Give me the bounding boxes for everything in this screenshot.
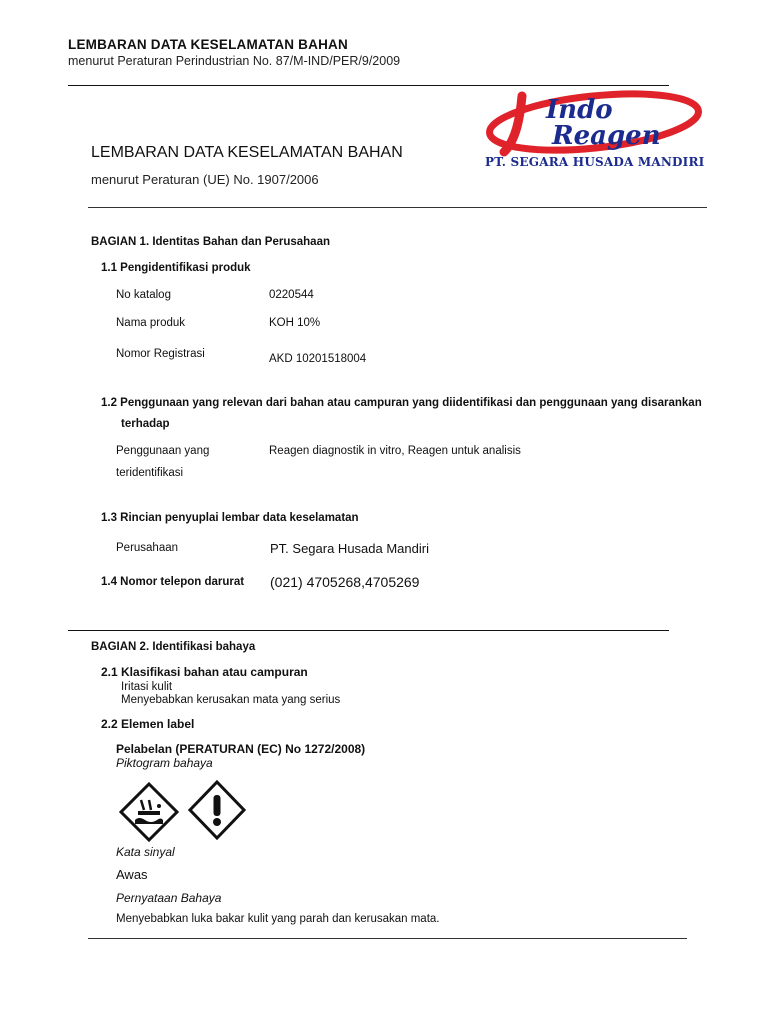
identified-use-value: Reagen diagnostik in vitro, Reagen untuk analisis bbox=[269, 445, 521, 457]
section-2-1-heading: 2.1 Klasifikasi bahan atau campuran bbox=[101, 665, 308, 679]
header-title: LEMBARAN DATA KESELAMATAN BAHAN bbox=[68, 37, 348, 52]
product-name-value: KOH 10% bbox=[269, 317, 321, 329]
section-1-1-heading: 1.1 Pengidentifikasi produk bbox=[101, 262, 251, 274]
registration-number-label: Nomor Registrasi bbox=[116, 348, 205, 360]
company-logo bbox=[482, 88, 708, 178]
logo-text-line2: Reagen bbox=[552, 121, 661, 151]
header-subtitle: menurut Peraturan Perindustrian No. 87/M-IND/PER/9/2009 bbox=[68, 54, 401, 68]
labeling-regulation: Pelabelan (PERATURAN (EC) No 1272/2008) bbox=[116, 742, 366, 756]
section-2-2-heading: 2.2 Elemen label bbox=[101, 717, 195, 731]
section-1-4-heading: 1.4 Nomor telepon darurat bbox=[101, 576, 245, 588]
product-name-label: Nama produk bbox=[116, 317, 186, 329]
section-1-2-heading: 1.2 Penggunaan yang relevan dari bahan atau campuran yang diidentifikasi dan penggunaan yang disarankan bbox=[101, 397, 702, 409]
signal-word-value: Awas bbox=[116, 867, 148, 882]
logo-text-line1: Indo bbox=[546, 95, 613, 125]
catalog-number-value: 0220544 bbox=[269, 289, 314, 301]
identified-use-label-cont: teridentifikasi bbox=[116, 467, 184, 479]
company-label: Perusahaan bbox=[116, 542, 179, 554]
doc-title: LEMBARAN DATA KESELAMATAN BAHAN bbox=[91, 144, 403, 161]
hazard-statement-label: Pernyataan Bahaya bbox=[116, 891, 222, 905]
classification-item-1: Iritasi kulit bbox=[121, 681, 173, 693]
identified-use-label: Penggunaan yang bbox=[116, 445, 210, 457]
bottom-divider bbox=[88, 938, 687, 939]
doc-subtitle: menurut Peraturan (UE) No. 1907/2006 bbox=[91, 172, 319, 187]
title-divider bbox=[88, 207, 707, 208]
hazard-statement-value: Menyebabkan luka bakar kulit yang parah dan kerusakan mata. bbox=[116, 913, 440, 925]
header-divider bbox=[68, 85, 669, 86]
registration-number-value: AKD 10201518004 bbox=[269, 353, 367, 365]
emergency-phone-value: (021) 4705268,4705269 bbox=[270, 574, 420, 590]
corrosion-pictogram-icon bbox=[119, 782, 179, 842]
indo-reagen-logo-mark bbox=[482, 88, 708, 158]
exclamation-mark-pictogram-icon bbox=[188, 780, 246, 840]
pictogram-label: Piktogram bahaya bbox=[116, 756, 213, 770]
section-divider bbox=[68, 630, 669, 631]
logo-company-name: PT. SEGARA HUSADA MANDIRI bbox=[485, 155, 705, 169]
catalog-number-label: No katalog bbox=[116, 289, 171, 301]
section1-heading: BAGIAN 1. Identitas Bahan dan Perusahaan bbox=[91, 236, 331, 248]
section-1-2-heading-cont: terhadap bbox=[121, 418, 170, 430]
section2-heading: BAGIAN 2. Identifikasi bahaya bbox=[91, 641, 256, 653]
signal-word-label: Kata sinyal bbox=[116, 845, 175, 859]
company-value: PT. Segara Husada Mandiri bbox=[270, 541, 429, 556]
classification-item-2: Menyebabkan kerusakan mata yang serius bbox=[121, 694, 341, 706]
section-1-3-heading: 1.3 Rincian penyuplai lembar data keselamatan bbox=[101, 512, 359, 524]
